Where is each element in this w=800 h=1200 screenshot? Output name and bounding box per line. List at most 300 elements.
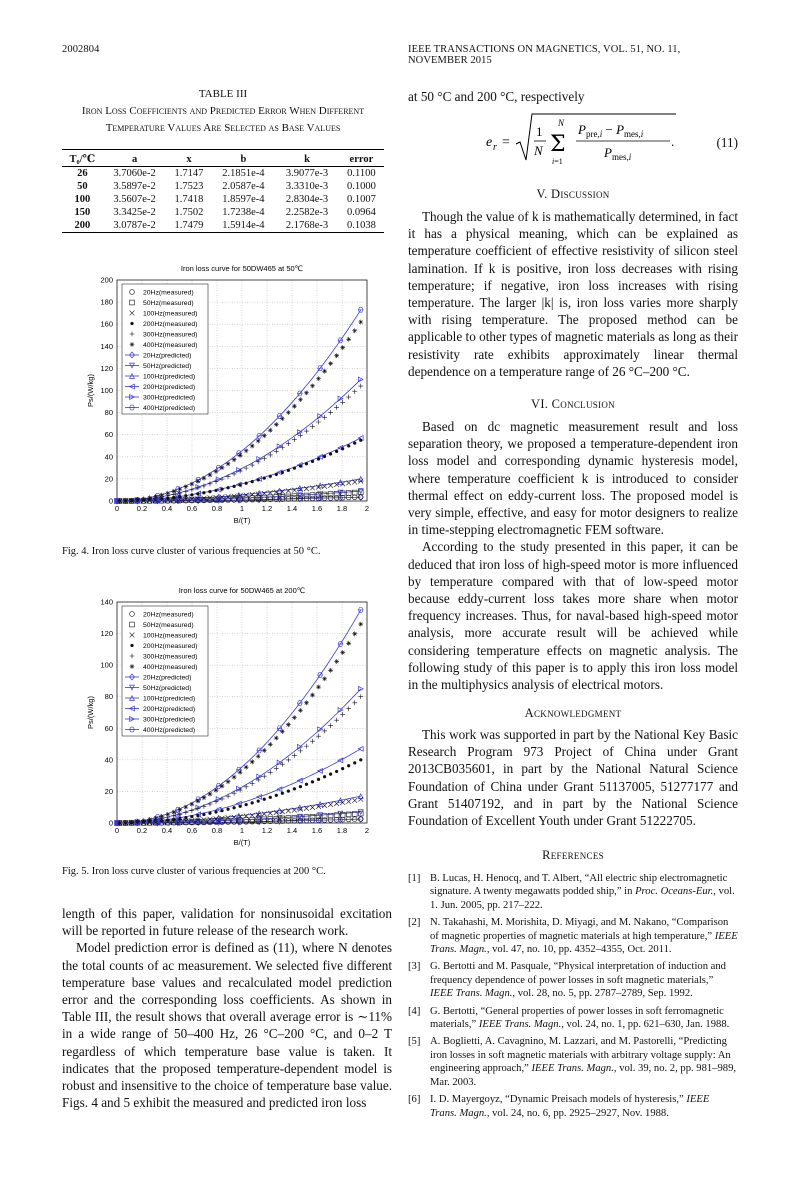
data-point	[281, 792, 284, 795]
data-point	[245, 803, 248, 806]
table-cell: 1.7147	[174, 168, 204, 179]
table-cell: 1.7418	[174, 194, 204, 205]
reference-venue: Proc. Oceans-Eur.	[635, 886, 714, 898]
data-point	[311, 780, 314, 783]
data-point	[340, 345, 345, 350]
data-point	[352, 798, 357, 803]
data-point	[250, 813, 255, 818]
chart-fig5	[62, 580, 384, 850]
data-point	[341, 447, 344, 450]
table-row	[62, 206, 384, 219]
data-point	[328, 668, 333, 673]
reference-text: G. Bertotti and M. Pasquale, “Physical interpretation of induction and frequency dependence of power losses in soft magnetic materials,”	[430, 961, 726, 986]
data-point	[141, 496, 146, 501]
table-cell: 1.7479	[166, 219, 211, 233]
table-cell: 1.5914e-4	[212, 219, 276, 233]
data-point	[275, 794, 278, 797]
data-point	[347, 444, 350, 447]
data-point	[322, 676, 327, 681]
data-point	[220, 809, 223, 812]
reference-venue: IEEE Trans. Magn.	[531, 1063, 614, 1075]
discussion-text	[408, 208, 738, 380]
table-cell: 1.7523	[174, 181, 204, 192]
data-point	[358, 797, 363, 802]
data-point	[304, 429, 309, 434]
section-heading-discussion	[408, 187, 738, 202]
x-tick-label: 0.8	[211, 826, 223, 835]
data-point	[328, 802, 333, 807]
data-point	[238, 770, 243, 775]
data-point	[286, 816, 291, 821]
table-cell: 100	[74, 194, 91, 205]
section-heading-conclusion	[408, 397, 738, 412]
data-point	[251, 480, 254, 483]
legend-label: 100Hz(predicted)	[143, 695, 196, 703]
svg-text:1: 1	[536, 124, 543, 139]
data-point	[268, 742, 273, 747]
data-point	[322, 415, 327, 420]
y-tick-label: 180	[100, 297, 113, 307]
page-number: 2002804	[62, 44, 100, 55]
data-point	[232, 485, 235, 488]
table-cell: 1.8597e-4	[222, 194, 265, 205]
data-point	[293, 467, 296, 470]
y-tick-label: 40	[104, 452, 113, 462]
legend-label: 20Hz(predicted)	[143, 352, 192, 360]
data-point	[338, 338, 343, 343]
data-point	[340, 650, 345, 655]
table-cell: 3.5607e-2	[113, 194, 156, 205]
data-point	[346, 799, 351, 804]
table-cell: 0.1007	[346, 194, 376, 205]
x-tick-label: 1.8	[336, 826, 348, 835]
data-point	[292, 404, 297, 409]
table-cell: 3.3310e-3	[285, 181, 329, 192]
data-point	[250, 444, 255, 449]
legend-label: 50Hz(measured)	[143, 622, 194, 629]
section-heading-references	[408, 848, 738, 863]
data-point	[298, 748, 303, 753]
data-point	[251, 801, 254, 804]
data-point	[359, 439, 362, 442]
data-point	[257, 800, 260, 803]
table-cell: 2.2582e-3	[285, 207, 329, 218]
x-tick-label: 0.4	[161, 826, 173, 835]
data-point	[334, 801, 339, 806]
data-point	[310, 383, 315, 388]
data-point	[257, 434, 262, 439]
data-point	[262, 433, 267, 438]
data-point	[232, 471, 237, 476]
reference-text: B. Lucas, H. Henocq, and T. Albert, “All electric ship electromagnetic signature. A twenty megawatts podded ship,” in	[430, 873, 728, 898]
data-table	[62, 149, 384, 233]
data-point	[274, 422, 279, 427]
data-point	[323, 775, 326, 778]
y-tick-label: 20	[104, 786, 113, 796]
data-point	[304, 744, 309, 749]
table-cell: 3.9077e-3	[285, 168, 329, 179]
table-row	[62, 167, 384, 181]
data-point	[340, 400, 345, 405]
svg-text:N: N	[558, 118, 565, 128]
reference-details: , vol. 24, no. 1, pp. 621–630, Jan. 1988.	[561, 1019, 730, 1031]
table-cell: 2.1851e-4	[222, 168, 265, 179]
data-point	[196, 814, 199, 817]
data-point	[117, 499, 122, 504]
x-tick-label: 1.4	[286, 504, 298, 513]
table-cell: 0.1100	[347, 168, 376, 179]
reference-item	[408, 916, 738, 956]
y-tick-label: 140	[100, 341, 113, 351]
data-point	[232, 775, 237, 780]
table-cell: 2.1768e-3	[275, 219, 339, 233]
legend-label: 300Hz(measured)	[143, 653, 198, 661]
x-tick-label: 0.4	[161, 504, 173, 513]
data-point	[250, 463, 255, 468]
data-point	[292, 488, 297, 493]
figure-5	[62, 580, 384, 850]
data-point	[250, 492, 255, 497]
reference-text: A. Boglietti, A. Cavagnino, M. Lazzari, and M. Pastorelli, “Predicting iron losses in soft magnetic materials with arbitrary voltage supply: An engineering approach,”	[430, 1036, 731, 1075]
data-point	[340, 712, 345, 717]
reference-item	[408, 1093, 738, 1120]
legend-label: 50Hz(measured)	[143, 300, 194, 307]
data-point	[346, 337, 351, 342]
data-point	[184, 816, 187, 819]
data-point	[335, 450, 338, 453]
table-label: TABLE III	[198, 88, 248, 100]
legend-label: 200Hz(measured)	[143, 643, 198, 650]
data-point	[305, 783, 308, 786]
svg-text:Ppre,i − Pmes,i: $P_{pre,}i - P_{mes,}i$	[578, 122, 644, 139]
svg-text:=: =	[502, 135, 510, 150]
y-tick-label: 80	[104, 408, 113, 418]
data-point	[214, 469, 219, 474]
reference-venue: IEEE Trans. Magn.	[430, 1094, 710, 1119]
data-point	[232, 815, 237, 820]
y-tick-label: 120	[100, 363, 113, 373]
data-point	[310, 739, 315, 744]
data-point	[305, 462, 308, 465]
data-point	[202, 491, 205, 494]
data-point	[286, 722, 291, 727]
y-tick-label: 120	[100, 629, 113, 639]
data-point	[286, 758, 291, 763]
data-point	[147, 817, 152, 822]
data-point	[322, 803, 327, 808]
legend-label: 400Hz(measured)	[143, 664, 198, 671]
data-point	[263, 798, 266, 801]
x-axis-label: B/(T)	[233, 838, 251, 847]
legend-label: 100Hz(measured)	[143, 310, 198, 318]
data-point	[196, 492, 199, 495]
left-column-text	[62, 905, 392, 1111]
table-header-cell: error	[339, 150, 384, 167]
table-header-row	[62, 150, 384, 167]
y-tick-label: 40	[104, 755, 113, 765]
table-cell: 200	[62, 219, 103, 233]
data-point	[214, 810, 217, 813]
data-point	[329, 452, 332, 455]
data-point	[123, 820, 128, 825]
data-point	[190, 493, 193, 496]
data-point	[183, 805, 188, 810]
data-point	[358, 307, 363, 312]
section-heading-text: Acknowledgment	[524, 706, 622, 720]
table-cell: 2.0587e-4	[222, 181, 265, 192]
data-point	[335, 770, 338, 773]
data-point	[310, 424, 315, 429]
table-header-cell: k	[275, 150, 339, 167]
x-tick-label: 1.8	[336, 504, 348, 513]
paragraph: length of this paper, validation for nonsinusoidal excitation will be reported in future release of the research work.	[62, 906, 392, 939]
x-tick-label: 0.8	[211, 504, 223, 513]
data-point	[292, 494, 297, 499]
x-tick-label: 0.2	[136, 504, 148, 513]
section-heading-acknowledgment	[408, 706, 738, 721]
data-point	[239, 805, 242, 808]
x-tick-label: 0	[114, 826, 120, 835]
legend-label: 200Hz(predicted)	[143, 706, 196, 713]
data-point	[220, 797, 225, 802]
legend-label: 200Hz(measured)	[143, 321, 198, 328]
table-caption	[62, 86, 384, 137]
predicted-curve-200Hz	[117, 749, 361, 823]
data-point	[292, 753, 297, 758]
x-tick-label: 1	[239, 504, 245, 513]
legend-label: 50Hz(predicted)	[143, 685, 192, 692]
y-tick-label: 0	[108, 818, 113, 828]
y-axis-label: Ps/(W/kg)	[86, 374, 95, 407]
data-point	[263, 477, 266, 480]
data-point	[318, 366, 323, 371]
y-tick-label: 60	[104, 723, 113, 733]
legend-label: 50Hz(predicted)	[143, 363, 192, 370]
x-tick-label: 0.2	[136, 826, 148, 835]
section-heading-text: References	[542, 848, 604, 862]
data-point	[226, 486, 229, 489]
data-point	[130, 664, 135, 669]
data-point	[189, 487, 194, 492]
x-tick-label: 2	[364, 826, 370, 835]
legend-label: 400Hz(measured)	[143, 342, 198, 349]
data-point	[171, 810, 176, 815]
data-point	[226, 808, 229, 811]
reference-text: G. Bertotti, “General properties of power losses in soft ferromagnetic materials,”	[430, 1005, 724, 1031]
svg-text:r: r	[493, 142, 497, 153]
x-tick-label: 1.4	[286, 826, 298, 835]
x-axis-label: B/(T)	[233, 516, 251, 525]
reference-number: [2]	[408, 917, 421, 929]
chart-title: Iron loss curve for 50DW465 at 200℃	[178, 586, 306, 595]
data-point	[298, 397, 303, 402]
data-point	[208, 812, 211, 815]
reference-venue: IEEE Trans. Magn.	[478, 1019, 562, 1031]
table-title-line1: Iron Loss Coefficients and Predicted Error When Different	[81, 105, 365, 117]
reference-number: [5]	[408, 1036, 421, 1048]
data-point	[130, 342, 135, 347]
data-point	[358, 384, 363, 389]
y-tick-label: 160	[100, 319, 113, 329]
data-point	[226, 474, 231, 479]
chart-fig4	[62, 258, 384, 528]
data-point	[328, 410, 333, 415]
reference-details: , vol. 39, no. 2, pp. 981–989, Mar. 2003.	[430, 1063, 737, 1088]
data-point	[202, 476, 207, 481]
x-tick-label: 2	[364, 504, 370, 513]
reference-number: [6]	[408, 1094, 421, 1106]
reference-text: N. Takahashi, M. Morishita, D. Miyagi, and M. Nakano, “Comparison of magnetic properties of magnetic materials at high temperature,”	[430, 917, 729, 942]
reference-number: [4]	[408, 1005, 421, 1017]
table-header-cell: b	[212, 150, 276, 167]
data-point	[316, 685, 321, 690]
data-point	[280, 762, 285, 767]
svg-text:Pmes,i: $P_{mes,}i$	[604, 145, 632, 162]
x-tick-label: 1.2	[261, 504, 273, 513]
data-point	[346, 491, 351, 496]
data-point	[286, 410, 291, 415]
data-point	[318, 673, 323, 678]
table-title-line2: Temperature Values Are Selected as Base Values	[105, 122, 341, 134]
x-tick-label: 0	[114, 504, 120, 513]
data-point	[189, 802, 194, 807]
data-point	[358, 694, 363, 699]
y-tick-label: 80	[104, 692, 113, 702]
chart-title: Iron loss curve for 50DW465 at 50℃	[180, 264, 304, 273]
legend-label: 300Hz(measured)	[143, 331, 198, 339]
data-point	[352, 490, 357, 495]
table-row	[62, 219, 384, 233]
reference-details: , vol. 24, no. 6, pp. 2925–2927, Nov. 1988.	[486, 1107, 669, 1119]
y-axis-label: Ps/(W/kg)	[86, 696, 95, 729]
table-header-cell: T₀/℃	[62, 150, 103, 167]
data-point	[359, 758, 362, 761]
data-point	[352, 631, 357, 636]
data-point	[165, 812, 170, 817]
x-tick-label: 1.6	[311, 504, 323, 513]
data-point	[238, 453, 243, 458]
data-point	[183, 489, 188, 494]
paragraph: According to the study presented in this paper, it can be deduced that iron loss of high-speed motor is more influenced by temperature compared with that of low-speed motor because eddy-current loss takes more share when motor frequency increases. Thus, for naval-based high-speed motor analysis, more accurate result will be achieved while considering temperature effects on magnetic analysis. The following study of this paper is to apply this iron loss model in the multiphysics analysis of electrical motors.	[408, 539, 738, 693]
data-point	[268, 428, 273, 433]
svg-text:N: N	[534, 143, 543, 158]
data-point	[147, 495, 152, 500]
equation-intro: at 50 °C and 200 °C, respectively	[408, 89, 585, 104]
acknowledgment-text	[408, 726, 738, 829]
data-point	[269, 475, 272, 478]
data-point	[129, 498, 134, 503]
data-point	[214, 489, 217, 492]
data-point	[317, 457, 320, 460]
table-cell: 3.7060e-2	[113, 168, 156, 179]
data-point	[292, 437, 297, 442]
x-tick-label: 1.2	[261, 826, 273, 835]
data-point	[244, 466, 249, 471]
data-point	[232, 457, 237, 462]
paragraph: Based on dc magnetic measurement result and loss separation theory, we proposed a temperature-dependent iron loss model and corresponding dynamic hysteresis model, where temperature coefficient k is introduced to consider thermal effect on eddy-current loss. The proposed model is very simple, effective, and easy for motor designers to realize in time-stepping electromagnetic FEM software.	[408, 419, 738, 538]
table-cell: 2.8304e-3	[285, 194, 329, 205]
svg-text:e: e	[486, 135, 493, 150]
data-point	[177, 812, 182, 817]
data-point	[245, 482, 248, 485]
data-point	[304, 390, 309, 395]
table-cell: 3.3425e-2	[113, 207, 156, 218]
data-point	[226, 461, 231, 466]
reference-number: [1]	[408, 873, 421, 884]
data-point	[183, 484, 188, 489]
table-row	[62, 193, 384, 206]
reference-item	[408, 1005, 738, 1032]
data-point	[208, 473, 213, 478]
data-point	[353, 761, 356, 764]
data-point	[346, 706, 351, 711]
data-point	[299, 464, 302, 467]
paragraph: Though the value of k is mathematically determined, in fact it has a physical meaning, which can be explained as temperature coefficient of effective resistivity of silicon steel lamination. If k is positive, iron loss decreases with rising temperature; if negative, iron loss increases with rising temperature. The larger |k| is, iron loss varies more sharply with rising temperature. The proposed method can be applicable to other types of magnetic materials as long as their resistivity rate exhibits approximately linear thermal dependence on a temperature range of 26 °C–200 °C.	[408, 209, 738, 379]
table-header-cell: x	[166, 150, 211, 167]
data-point	[244, 493, 249, 498]
data-point	[334, 353, 339, 358]
data-point	[323, 455, 326, 458]
x-tick-label: 0.6	[186, 504, 198, 513]
data-point	[338, 642, 343, 647]
table-cell: 26	[77, 168, 88, 179]
figure-4	[62, 258, 384, 528]
reference-details: , vol. 28, no. 5, pp. 2787–2789, Sep. 1992.	[512, 988, 693, 1000]
data-point	[275, 473, 278, 476]
table-cell: 50	[77, 181, 88, 192]
data-point	[232, 806, 235, 809]
y-tick-label: 60	[104, 430, 113, 440]
paragraph: This work was supported in part by the National Key Basic Research Program 973 Project of China under Grant 2013CB035601, in part by the National Natural Science Foundation of China under Grant 51137005, 51277177 and Grant 51407192, and in part by the National Science Foundation of Excellent Youth under Grant 51222705.	[408, 727, 738, 829]
data-point	[274, 736, 279, 741]
data-point	[177, 807, 182, 812]
data-point	[135, 497, 140, 502]
data-point	[352, 480, 357, 485]
data-point	[165, 491, 170, 496]
data-point	[292, 715, 297, 720]
data-point	[280, 729, 285, 734]
data-point	[347, 764, 350, 767]
reference-venue: IEEE Trans. Magn.	[430, 930, 738, 956]
data-point	[322, 369, 327, 374]
data-point	[280, 416, 285, 421]
data-point	[346, 395, 351, 400]
legend-label: 20Hz(measured)	[143, 289, 194, 297]
legend-label: 200Hz(predicted)	[143, 384, 196, 391]
data-point	[334, 659, 339, 664]
data-point	[281, 471, 284, 474]
data-point	[268, 490, 273, 495]
data-point	[352, 700, 357, 705]
svg-text:i=1: i=1	[552, 157, 563, 166]
predicted-curve-200Hz	[117, 438, 361, 501]
data-point	[269, 796, 272, 799]
data-point	[153, 816, 158, 821]
y-tick-label: 140	[100, 597, 113, 607]
reference-list	[408, 872, 738, 1124]
legend-label: 100Hz(measured)	[143, 632, 198, 640]
data-point	[352, 389, 357, 394]
data-point	[334, 718, 339, 723]
table-cell: 0.1038	[339, 219, 384, 233]
reference-number: [3]	[408, 961, 421, 973]
data-point	[317, 778, 320, 781]
data-point	[310, 693, 315, 698]
table-header-cell: a	[103, 150, 167, 167]
data-point	[226, 794, 231, 799]
reference-text: I. D. Mayergoyz, “Dynamic Preisach models of hysteresis,”	[430, 1094, 687, 1106]
data-point	[257, 748, 262, 753]
